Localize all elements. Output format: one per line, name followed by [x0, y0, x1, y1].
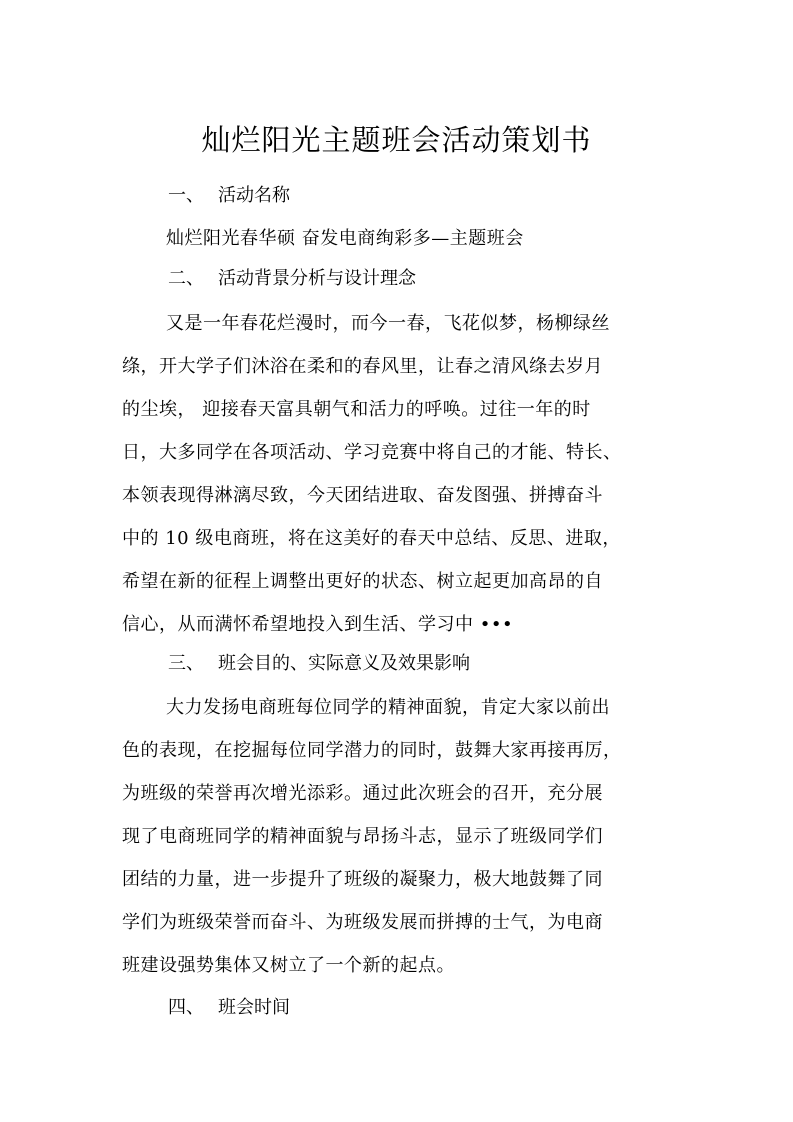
section-number: 一、	[168, 185, 204, 206]
document-title: 灿烂阳光主题班会活动策划书	[201, 123, 592, 157]
paragraph-line: 日，大多同学在各项活动、学习竞赛中将自己的才能、特长、	[122, 442, 622, 463]
section-number: 三、	[168, 653, 204, 674]
section-heading-1	[168, 184, 290, 208]
paragraph-line: 本领表现得淋漓尽致，今天团结进取、奋发图强、拼搏奋斗	[122, 485, 603, 506]
paragraph-line: 绦，开大学子们沐浴在柔和的春风里，让春之清风绦去岁月	[122, 356, 603, 377]
paragraph-line: 学们为班级荣誉而奋斗、为班级发展而拼搏的士气，为电商	[122, 912, 603, 933]
section-heading-2	[168, 267, 416, 291]
paragraph-line: 色的表现，在挖掘每位同学潜力的同时，鼓舞大家再接再厉，	[122, 740, 622, 761]
paragraph-line: 希望在新的征程上调整出更好的状态、树立起更加高昂的自	[122, 571, 603, 592]
section-number: 四、	[168, 997, 204, 1018]
section-heading-3	[168, 652, 470, 676]
section-number: 二、	[168, 268, 204, 289]
paragraph-line: 现了电商班同学的精神面貌与昂扬斗志，显示了班级同学们	[122, 826, 603, 847]
section-title: 班会时间	[218, 997, 290, 1018]
paragraph-line: 灿烂阳光春华硕 奋发电商绚彩多—主题班会	[166, 228, 524, 249]
paragraph-line: 大力发扬电商班每位同学的精神面貌，肯定大家以前出	[166, 697, 610, 718]
paragraph-line: 中的 10 级电商班，将在这美好的春天中总结、反思、进取，	[122, 528, 621, 549]
section-title: 活动名称	[218, 185, 290, 206]
paragraph-line: 为班级的荣誉再次增光添彩。通过此次班会的召开，充分展	[122, 783, 603, 804]
section-title: 活动背景分析与设计理念	[218, 268, 416, 289]
paragraph-line: 信心，从而满怀希望地投入到生活、学习中 •••	[122, 614, 514, 635]
paragraph-line: 班建设强势集体又树立了一个新的起点。	[122, 955, 455, 976]
paragraph-line: 团结的力量，进一步提升了班级的凝聚力，极大地鼓舞了同	[122, 869, 603, 890]
paragraph-line: 的尘埃， 迎接春天富具朝气和活力的呼唤。过往一年的时	[122, 399, 591, 420]
paragraph-line: 又是一年春花烂漫时，而今一春，飞花似梦，杨柳绿丝	[166, 313, 610, 334]
section-title: 班会目的、实际意义及效果影响	[218, 653, 470, 674]
section-heading-4	[168, 996, 290, 1020]
